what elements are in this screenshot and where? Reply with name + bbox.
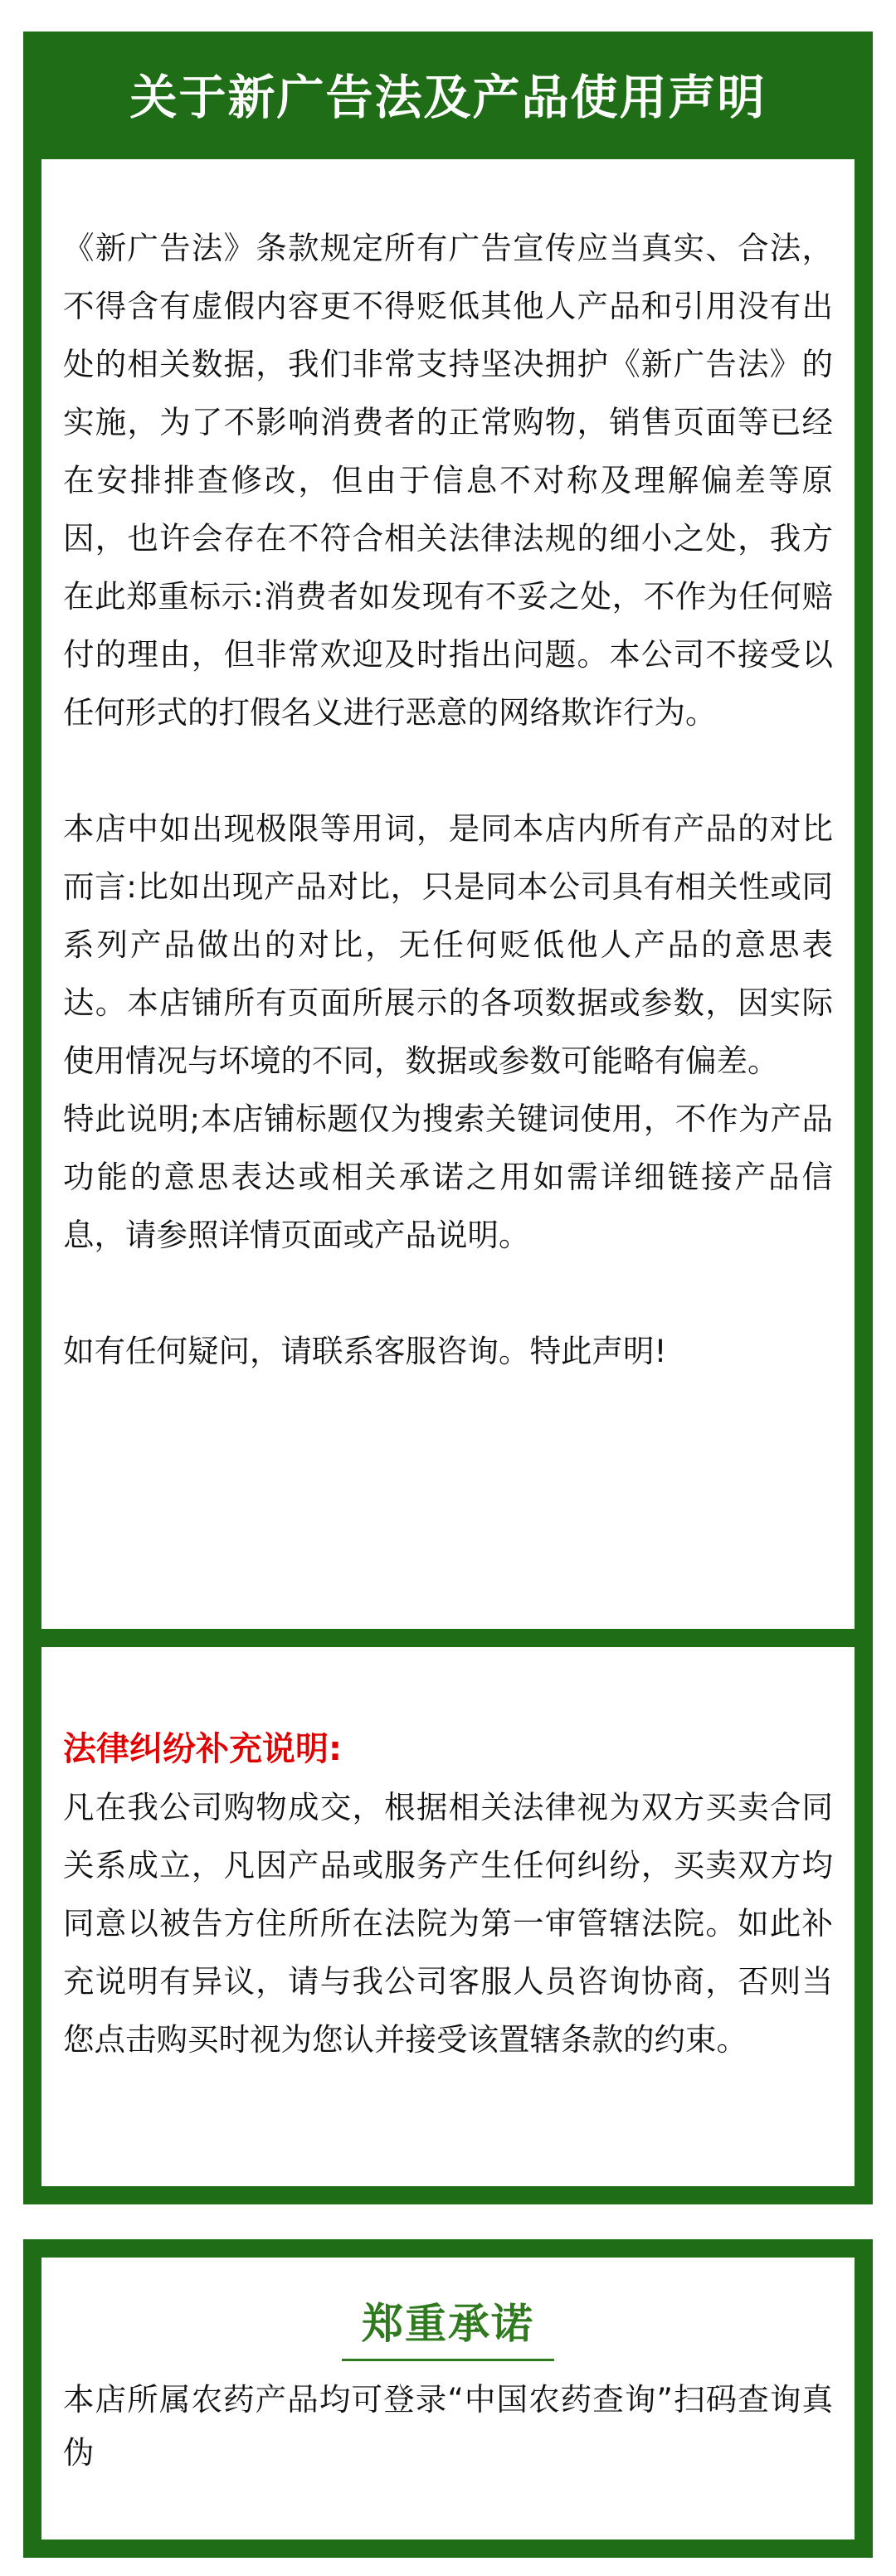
promise-panel: [41, 2258, 855, 2540]
legal-panel: [41, 1647, 855, 2186]
statement-paragraph-3: 特此说明;本店铺标题仅为搜索关键词使用，不作为产品功能的意思表达或相关承诺之用如需详细链接产品信息，请参照详情页面或产品说明。: [63, 1101, 833, 1253]
promise-title: 郑重承诺: [342, 2291, 554, 2361]
statement-panel: [41, 159, 855, 1629]
statement-paragraph-4: 如有任何疑问，请联系客服咨询。特此声明!: [63, 1333, 667, 1369]
promise-body: 本店所属农药产品均可登录“中国农药查询”扫码查询真伪: [63, 2381, 833, 2471]
statement-paragraph-2: 本店中如出现极限等用词，是同本店内所有产品的对比而言:比如出现产品对比，只是同本公司具有相关性或同系列产品做出的对比，无任何贬低他人产品的意思表达。本店铺所有页面所展示的各项数据或参数，因实际使用情况与坏境的不同，数据或参数可能略有偏差。: [63, 810, 833, 1079]
statement-frame: [23, 32, 873, 2204]
statement-paragraph-1: 《新广告法》条款规定所有广告宣传应当真实、合法，不得含有虚假内容更不得贬低其他人产品和引用没有出处的相关数据，我们非常支持坚决拥护《新广告法》的实施，为了不影响消费者的正常购物，销售页面等已经在安排排查修改，但由于信息不对称及理解偏差等原因，也许会存在不符合相关法律法规的细小之处，我方在此郑重标示:消费者如发现有不妥之处，不作为任何赔付的理由，但非常欢迎及时指出问题。本公司不接受以任何形式的打假名义进行恶意的网络欺诈行为。: [63, 230, 833, 731]
statement-title: 关于新广告法及产品使用声明: [129, 70, 767, 125]
statement-title-bar: [23, 32, 873, 156]
legal-heading: 法律纠纷补充说明:: [63, 1730, 342, 1768]
promise-title-wrap: [63, 2291, 833, 2361]
legal-body: 凡在我公司购物成交，根据相关法律视为双方买卖合同关系成立，凡因产品或服务产生任何纠纷，买卖双方均同意以被告方住所所在法院为第一审管辖法院。如此补充说明有异议，请与我公司客服人员咨询协商，否则当您点击购买时视为您认并接受该置辖条款的约束。: [63, 1789, 833, 2058]
promise-frame: [23, 2239, 873, 2558]
